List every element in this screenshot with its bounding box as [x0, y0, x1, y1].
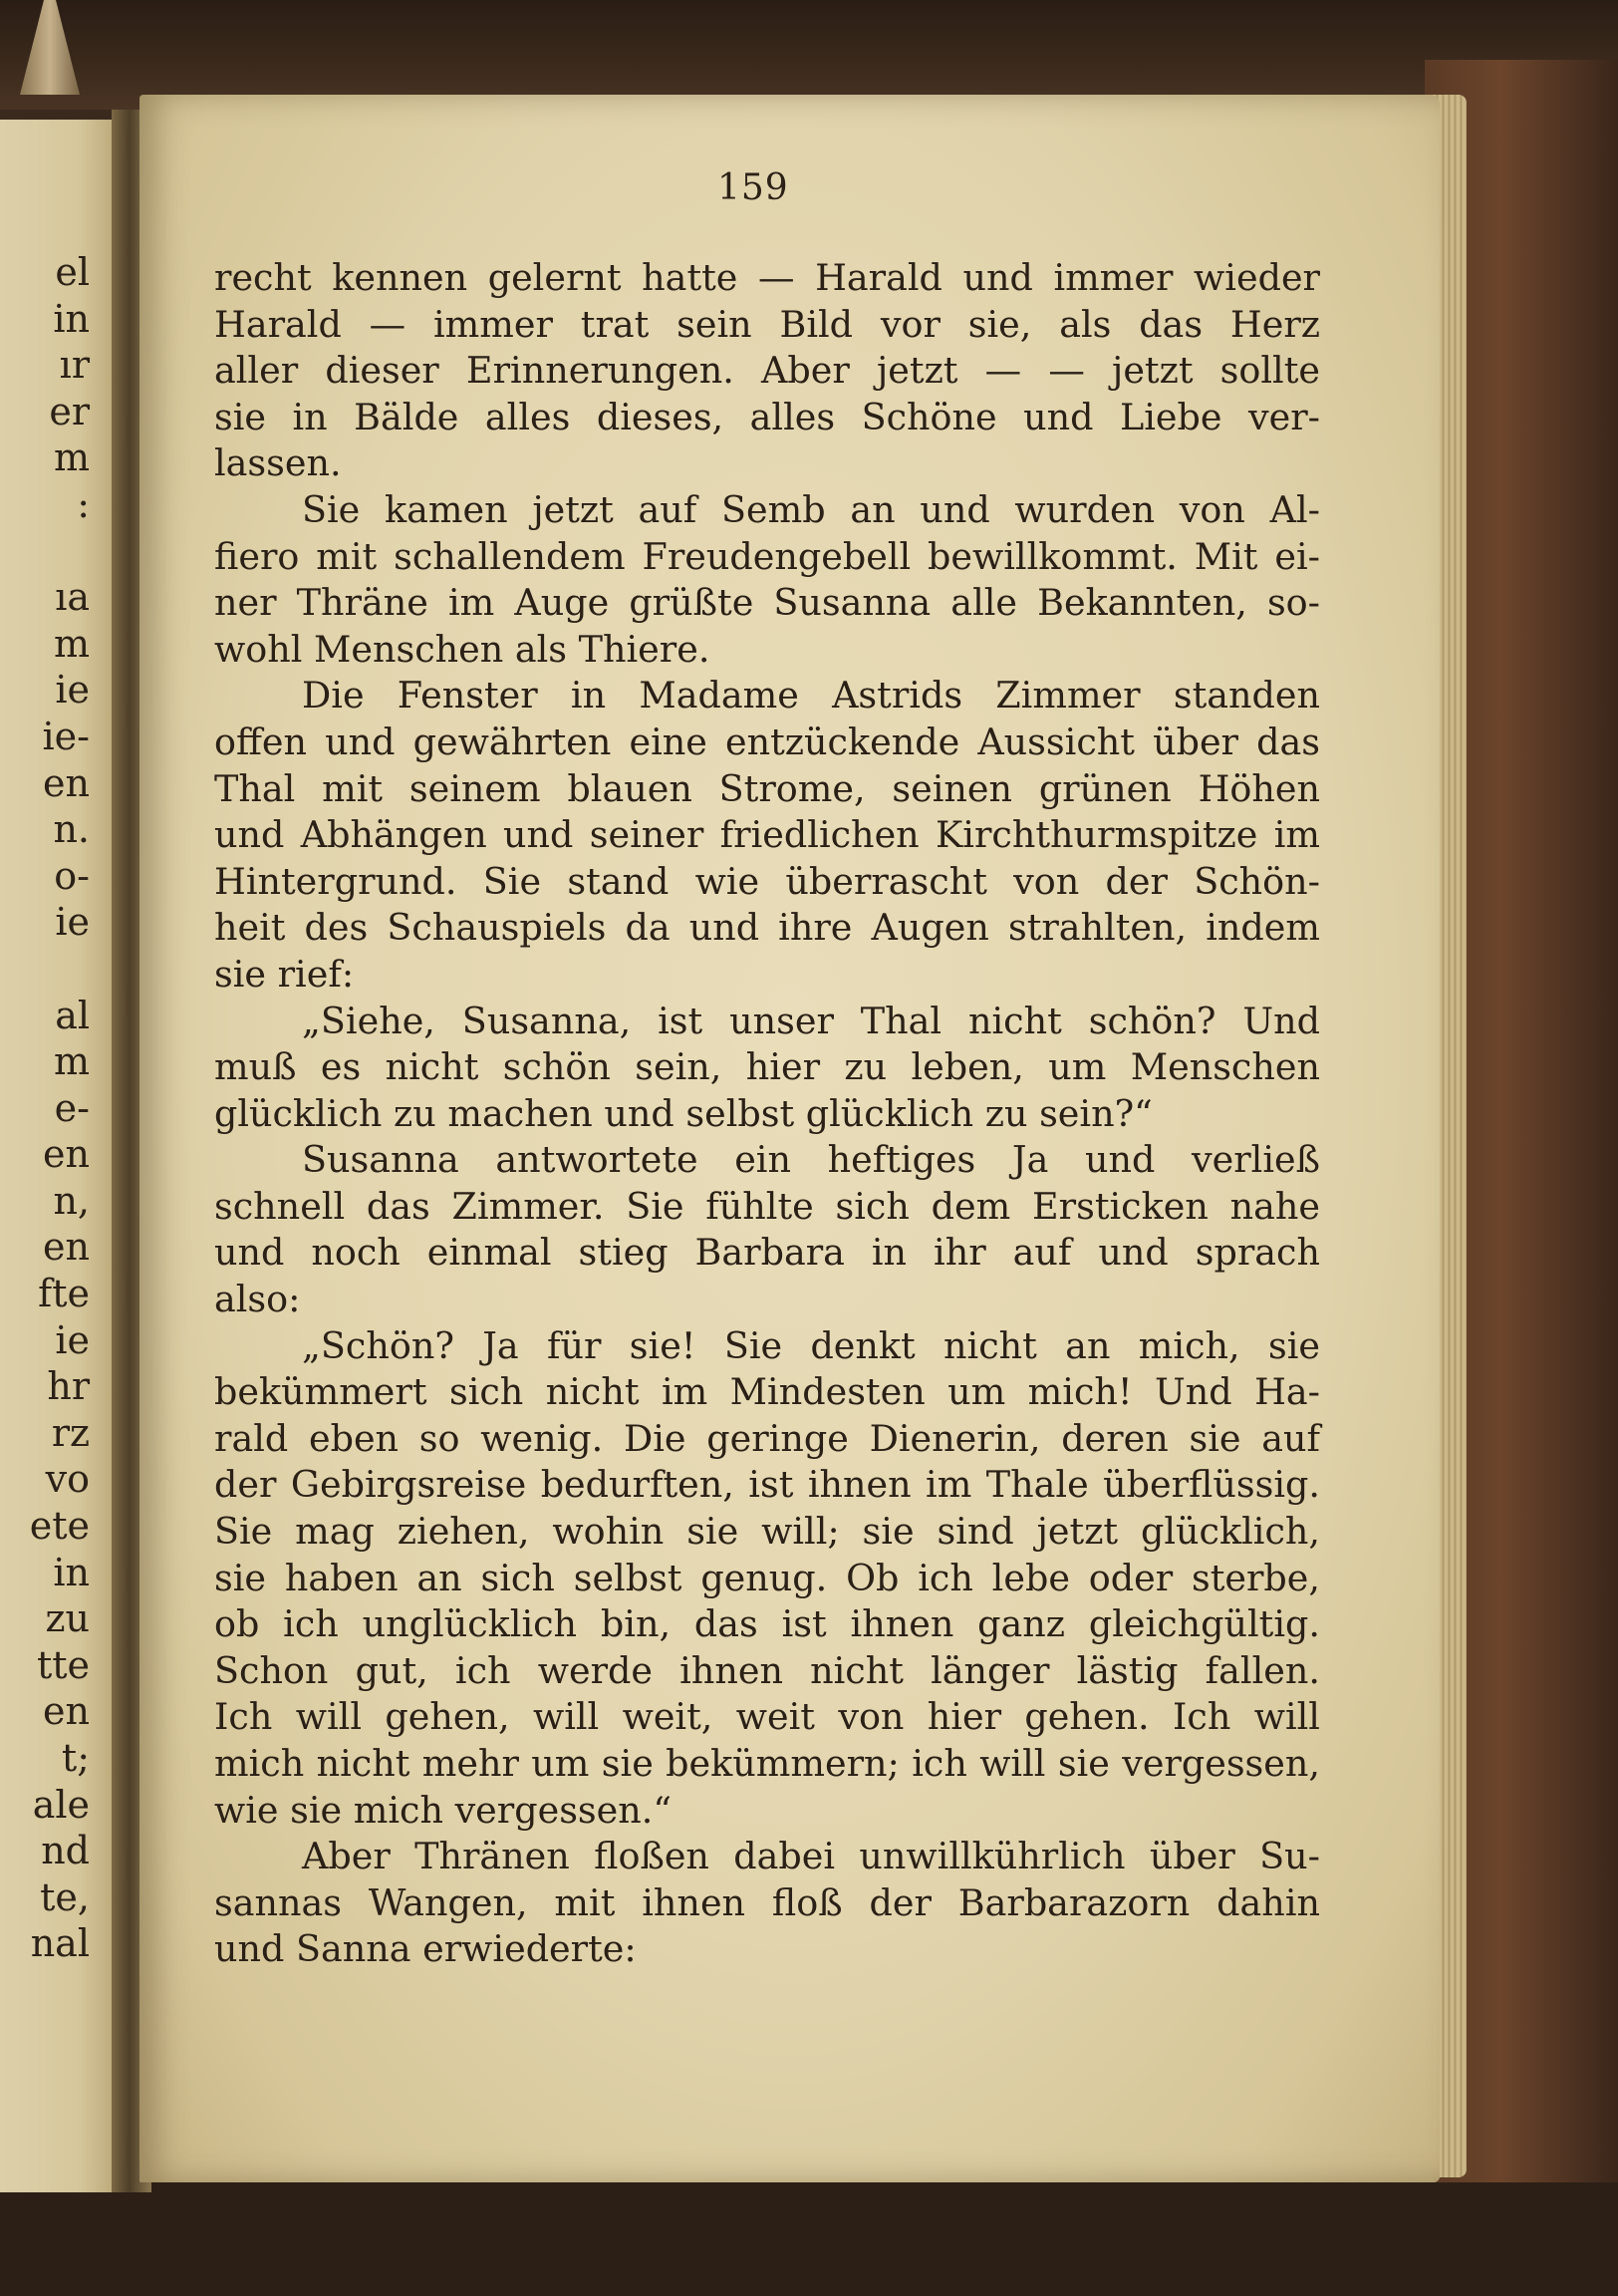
left-page-fragment: tte [36, 1642, 90, 1687]
text-line: Schon gut, ich werde ihnen nicht länger lästig fallen. [214, 1648, 1320, 1692]
left-page-fragment: te, [40, 1874, 90, 1919]
text-line: glücklich zu machen und selbst glücklich zu sein?“ [214, 1091, 1153, 1135]
left-page-fragment: in [53, 1550, 90, 1594]
left-page-fragment: ie [55, 900, 90, 945]
text-line: heit des Schauspiels da und ihre Augen strahlten, indem [214, 906, 1320, 950]
left-page-fragment: nal [30, 1921, 90, 1966]
text-line: „Siehe, Susanna, ist unser Thal nicht schön? Und [302, 999, 1320, 1042]
text-line: offen und gewährten eine entzückende Aussicht über das [214, 719, 1320, 763]
text-line: wie sie mich vergessen.“ [214, 1788, 673, 1832]
left-page [0, 120, 130, 2192]
text-line: also: [214, 1278, 301, 1321]
left-page-fragment [0, 946, 90, 993]
text-line: wohl Menschen als Thiere. [214, 627, 710, 671]
text-line: rald eben so wenig. Die geringe Dienerin, deren sie auf [214, 1416, 1320, 1460]
left-page-fragment: en [43, 760, 90, 805]
text-line: Sie mag ziehen, wohin sie will; sie sind jetzt glücklich, [214, 1510, 1320, 1554]
text-line: muß es nicht schön sein, hier zu leben, um Menschen [214, 1045, 1320, 1089]
text-line: mich nicht mehr um sie bekümmern; ich will sie vergessen, [214, 1742, 1320, 1785]
book-cover-bottom [0, 2182, 1618, 2296]
text-line: ner Thräne im Auge grüßte Susanna alle Bekannten, so- [214, 581, 1320, 625]
left-page-fragment: hr [47, 1364, 90, 1409]
text-line: Harald — immer trat sein Bild vor sie, als das Herz [214, 302, 1320, 346]
left-page-fragment: en [43, 1689, 90, 1734]
text-line: der Gebirgsreise bedurften, ist ihnen im Thale überflüssig. [214, 1463, 1320, 1507]
left-page-fragment: ır [59, 343, 90, 388]
text-line: bekümmert sich nicht im Mindesten um mich! Und Ha- [214, 1370, 1320, 1414]
left-page-fragment: ie [55, 668, 90, 713]
text-line: und noch einmal stieg Barbara in ihr auf und sprach [214, 1231, 1320, 1275]
text-line: sie haben an sich selbst genug. Ob ich lebe oder sterbe, [214, 1556, 1320, 1599]
left-page-fragment: al [55, 993, 90, 1037]
left-page-fragment: en [43, 1225, 90, 1270]
left-page-fragment: n. [53, 807, 90, 852]
left-page-fragment: in [53, 296, 90, 341]
text-line: Aber Thränen floßen dabei unwillkührlich über Su- [302, 1835, 1320, 1878]
left-page-fragment: ie- [42, 714, 90, 758]
text-line: aller dieser Erinnerungen. Aber jetzt — — jetzt sollte [214, 349, 1320, 393]
left-page-fragment [0, 528, 90, 575]
text-line: recht kennen gelernt hatte — Harald und immer wieder [214, 256, 1320, 299]
text-line: Thal mit seinem blauen Strome, seinen grünen Höhen [214, 766, 1320, 810]
text-line: ob ich unglücklich bin, das ist ihnen ganz gleichgültig. [214, 1602, 1320, 1646]
text-line: Die Fenster in Madame Astrids Zimmer standen [302, 674, 1320, 718]
left-page-fragment: t; [61, 1736, 90, 1780]
text-line: „Schön? Ja für sie! Sie denkt nicht an mich, sie [302, 1323, 1320, 1367]
text-line: und Sanna erwiederte: [214, 1927, 637, 1971]
left-page-fragment: ale [32, 1782, 90, 1827]
text-line: sie in Bälde alles dieses, alles Schöne und Liebe ver- [214, 395, 1320, 438]
left-page-fragment: e- [54, 1085, 90, 1130]
left-page-fragment: n, [53, 1178, 90, 1223]
text-line: und Abhängen und seiner friedlichen Kirchthurmspitze im [214, 813, 1320, 857]
left-page-fragment: el [55, 250, 90, 294]
text-line: Susanna antwortete ein heftiges Ja und verließ [302, 1138, 1320, 1182]
left-page-fragments [0, 249, 90, 1967]
left-page-fragment: m [53, 621, 90, 666]
page-body-text [214, 255, 1320, 1973]
text-line: lassen. [214, 441, 342, 485]
left-page-fragment: ie [55, 1317, 90, 1362]
left-page-fragment: o- [54, 853, 90, 898]
text-line: fiero mit schallendem Freudengebell bewillkommt. Mit ei- [214, 534, 1320, 578]
left-page-fragment: m [53, 435, 90, 480]
left-page-fragment: nd [41, 1829, 90, 1873]
left-page-fragment: vo [45, 1457, 90, 1502]
left-page-fragment: m [53, 1039, 90, 1084]
left-page-fragment: ıa [55, 575, 90, 620]
left-page-fragment: ete [29, 1504, 90, 1549]
text-line: Sie kamen jetzt auf Semb an und wurden von Al- [302, 487, 1320, 531]
text-line: sannas Wangen, mit ihnen floß der Barbarazorn dahin [214, 1880, 1320, 1924]
left-page-fragment: er [49, 389, 90, 433]
left-page-fragment: : [77, 481, 90, 526]
text-line: Hintergrund. Sie stand wie überrascht von der Schön- [214, 859, 1320, 903]
text-line: Ich will gehen, will weit, weit von hier gehen. Ich will [214, 1695, 1320, 1739]
book-cover-top [0, 0, 1618, 110]
page-number: 159 [717, 167, 789, 208]
left-page-fragment: en [43, 1132, 90, 1177]
left-page-fragment: fte [38, 1272, 90, 1316]
text-line: sie rief: [214, 952, 355, 996]
left-page-fragment: zu [45, 1596, 90, 1641]
text-line: schnell das Zimmer. Sie fühlte sich dem Ersticken nahe [214, 1184, 1320, 1228]
left-page-fragment: rz [51, 1410, 90, 1455]
